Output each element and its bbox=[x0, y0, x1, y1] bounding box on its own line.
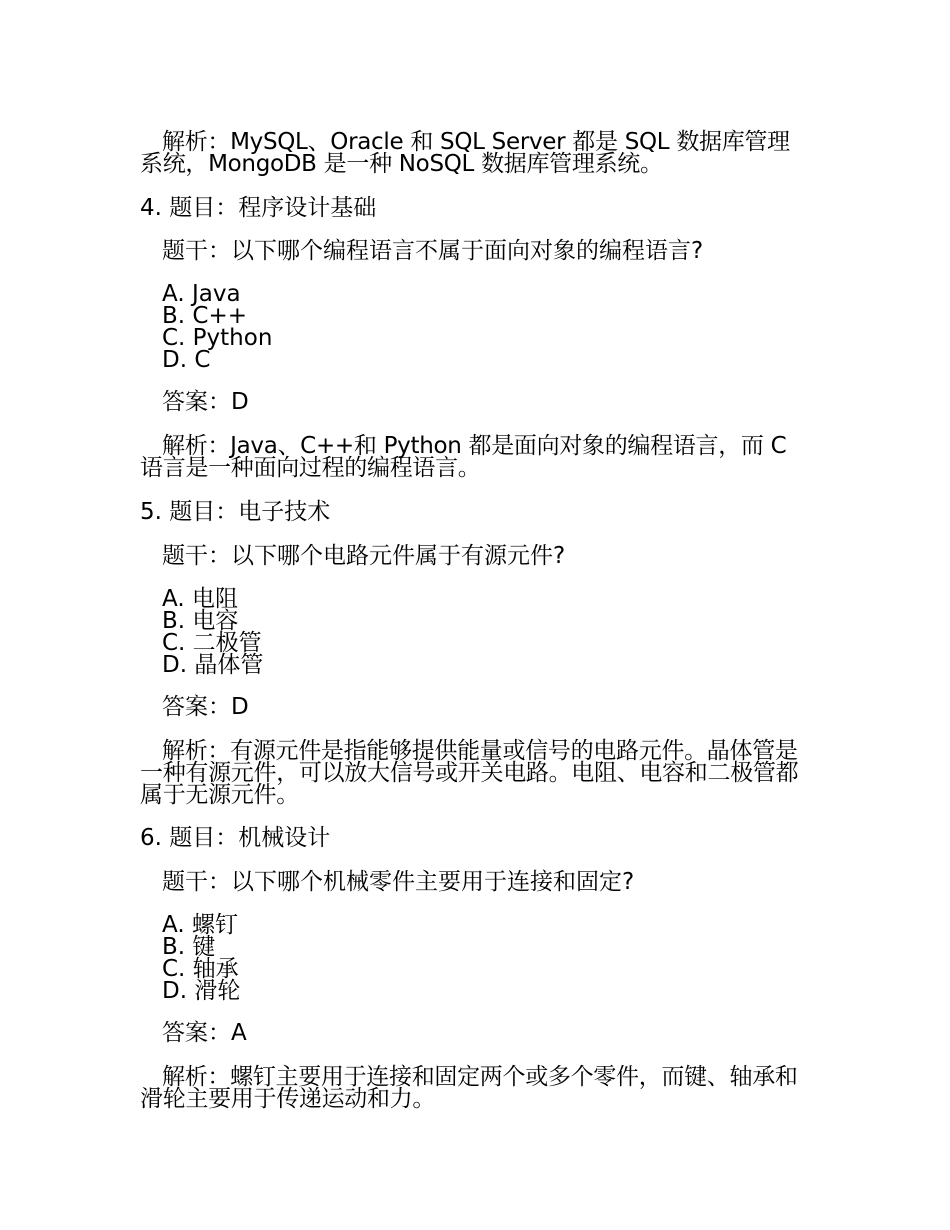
q5-answer: 答案：D bbox=[162, 694, 249, 720]
q5-option-b: B. 电容 bbox=[162, 608, 239, 634]
q6-options bbox=[162, 914, 240, 1002]
q3-analysis: 解析：MySQL、Oracle 和 SQL Server 都是 SQL 数据库管理系统，MongoDB 是一种 NoSQL 数据库管理系统。 bbox=[140, 129, 790, 177]
q5-option-a: A. 电阻 bbox=[162, 586, 238, 612]
q5-analysis: 解析：有源元件是指能够提供能量或信号的电路元件。晶体管是一种有源元件，可以放大信号或开关电路。电阻、电容和二极管都属于无源元件。 bbox=[140, 738, 799, 808]
q5-stem: 题干：以下哪个电路元件属于有源元件? bbox=[162, 543, 566, 569]
q4-option-c: C. Python bbox=[162, 325, 273, 351]
q6-option-b: B. 键 bbox=[162, 934, 216, 960]
q5-option-d: D. 晶体管 bbox=[162, 652, 264, 678]
q6-answer: 答案：A bbox=[162, 1020, 247, 1046]
q4-option-d: D. C bbox=[162, 347, 211, 373]
q4-analysis: 解析：Java、C++和 Python 都是面向对象的编程语言，而 C 语言是一种面向过程的编程语言。 bbox=[140, 433, 787, 481]
q5-option-c: C. 二极管 bbox=[162, 630, 262, 656]
q6-heading: 6. 题目：机械设计 bbox=[140, 825, 331, 851]
q6-option-a: A. 螺钉 bbox=[162, 912, 238, 938]
q4-options bbox=[162, 283, 272, 371]
q4-stem: 题干：以下哪个编程语言不属于面向对象的编程语言? bbox=[162, 238, 704, 264]
q4-answer: 答案：D bbox=[162, 389, 249, 415]
q6-option-c: C. 轴承 bbox=[162, 956, 239, 982]
q4-option-a: A. Java bbox=[162, 281, 241, 307]
q6-stem: 题干：以下哪个机械零件主要用于连接和固定? bbox=[162, 869, 635, 895]
q4-heading: 4. 题目：程序设计基础 bbox=[140, 195, 377, 221]
q5-options bbox=[162, 588, 263, 676]
q5-heading: 5. 题目：电子技术 bbox=[140, 499, 331, 525]
q6-analysis: 解析：螺钉主要用于连接和固定两个或多个零件，而键、轴承和滑轮主要用于传递运动和力。 bbox=[140, 1064, 798, 1112]
q6-option-d: D. 滑轮 bbox=[162, 978, 241, 1004]
q4-option-b: B. C++ bbox=[162, 303, 248, 329]
